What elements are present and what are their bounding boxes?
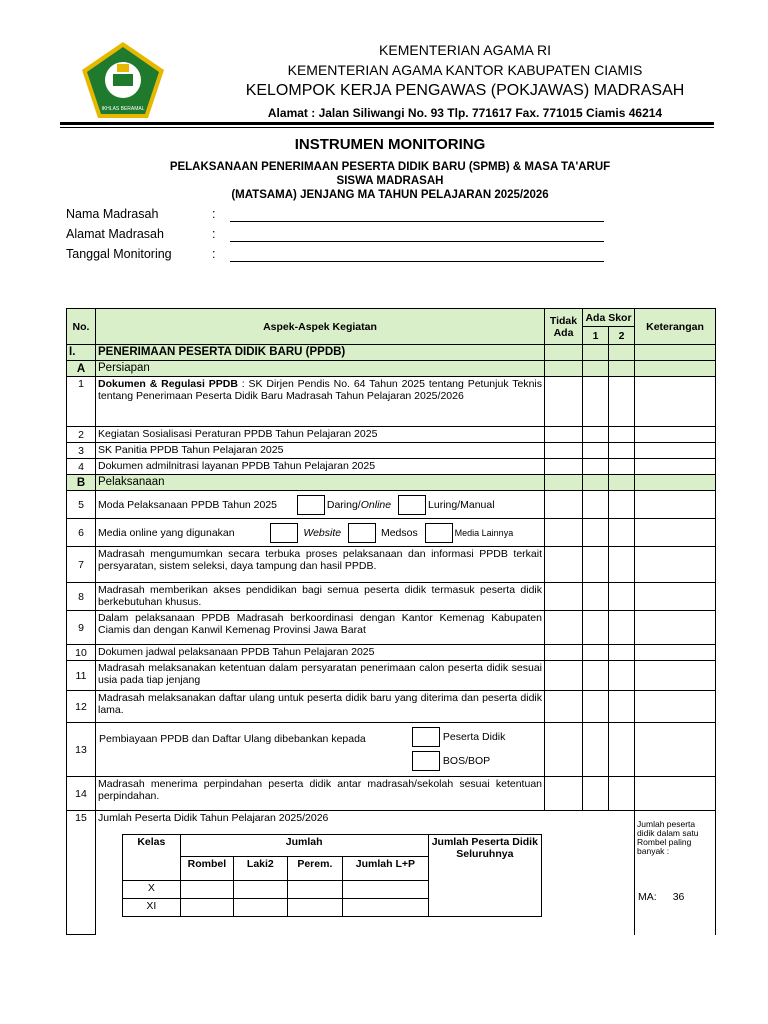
keterangan-cell[interactable] bbox=[635, 645, 716, 661]
row-no: 7 bbox=[67, 547, 96, 583]
bos-bop-checkbox[interactable] bbox=[412, 751, 440, 771]
address: Alamat : Jalan Siliwangi No. 93 Tlp. 771617 Fax. 771015 Ciamis 46214 bbox=[267, 106, 663, 120]
section-row bbox=[67, 475, 716, 491]
header-rule-thin bbox=[60, 127, 714, 128]
skor-2-cell[interactable] bbox=[609, 583, 635, 611]
section-label: Persiapan bbox=[96, 361, 545, 377]
ma-rombel-max bbox=[638, 891, 684, 903]
row-text: Kegiatan Sosialisasi Peraturan PPDB Tahun Pelajaran 2025 bbox=[96, 427, 545, 443]
header-tidak-ada: Tidak Ada bbox=[545, 309, 583, 345]
skor-2-cell[interactable] bbox=[609, 645, 635, 661]
row-no: 6 bbox=[67, 519, 96, 547]
table-row bbox=[67, 611, 716, 645]
office-name: KEMENTERIAN AGAMA KANTOR KABUPATEN CIAMIS bbox=[287, 62, 643, 78]
tidak-ada-cell[interactable] bbox=[545, 691, 583, 723]
keterangan-cell[interactable] bbox=[635, 377, 716, 427]
table-row bbox=[67, 691, 716, 723]
table-row bbox=[67, 443, 716, 459]
keterangan-cell[interactable] bbox=[635, 661, 716, 691]
monitoring-table bbox=[66, 308, 716, 935]
row-text: Madrasah melaksanakan ketentuan dalam persyaratan penerimaan calon peserta didik sesuai usia pada tiap jenjang bbox=[96, 661, 545, 691]
tidak-ada-cell[interactable] bbox=[545, 661, 583, 691]
row-text-rest: : SK Dirjen Pendis No. 64 Tahun 2025 tentang Petunjuk Teknis tentang Penerimaan Peserta Didik Baru Madrasah Tahun Pelajaran 2025/2026 bbox=[98, 378, 542, 402]
subtitle-line-1: PELAKSANAAN PENERIMAAN PESERTA DIDIK BARU (SPMB) & MASA TA'ARUF SISWA MADRASAH bbox=[169, 161, 611, 187]
skor-2-cell[interactable] bbox=[609, 519, 635, 547]
row-text: Madrasah melaksanakan daftar ulang untuk peserta didik baru yang diterima dan peserta didik lama. bbox=[96, 691, 545, 723]
kelas-xi: XI bbox=[123, 899, 181, 917]
table-row bbox=[67, 661, 716, 691]
row-text bbox=[96, 723, 545, 777]
tidak-ada-cell[interactable] bbox=[545, 491, 583, 519]
header-ada-skor: Ada Skor bbox=[583, 309, 635, 327]
tidak-ada-cell[interactable] bbox=[545, 443, 583, 459]
document-title: INSTRUMEN MONITORING bbox=[294, 136, 486, 153]
row-text: Madrasah mengumumkan secara terbuka proses pelaksanaan dan informasi PPDB terkait persyaratan, sistem seleksi, daya tampung dan hasil PPDB. bbox=[96, 547, 545, 583]
ma-value: 36 bbox=[672, 891, 685, 903]
perem-cell[interactable] bbox=[287, 881, 343, 899]
row-text bbox=[96, 519, 545, 547]
row-text bbox=[96, 377, 545, 427]
keterangan-cell[interactable] bbox=[635, 777, 716, 811]
skor-2-cell[interactable] bbox=[609, 777, 635, 811]
keterangan-cell[interactable] bbox=[635, 443, 716, 459]
section-label: PENERIMAAN PESERTA DIDIK BARU (PPDB) bbox=[96, 345, 545, 361]
row-no: 3 bbox=[67, 443, 96, 459]
header-aspek: Aspek-Aspek Kegiatan bbox=[96, 309, 545, 345]
row-no: 12 bbox=[67, 691, 96, 723]
row-no: 4 bbox=[67, 459, 96, 475]
media-lainnya-label: Media Lainnya bbox=[454, 527, 514, 538]
skor-1-cell[interactable] bbox=[583, 377, 609, 427]
keterangan-cell[interactable] bbox=[635, 611, 716, 645]
medsos-checkbox[interactable] bbox=[348, 523, 376, 543]
row-bold-text: Dokumen & Regulasi PPDB bbox=[98, 378, 238, 390]
rombel-note: Jumlah peserta didik dalam satu Rombel paling banyak : bbox=[637, 819, 699, 856]
skor-2-cell[interactable] bbox=[609, 661, 635, 691]
header-skor-1: 1 bbox=[583, 327, 609, 345]
section-no: B bbox=[67, 475, 96, 491]
skor-2-cell[interactable] bbox=[609, 611, 635, 645]
skor-1-cell[interactable] bbox=[583, 519, 609, 547]
row-label: Media online yang digunakan bbox=[98, 526, 235, 539]
header-no: No. bbox=[67, 309, 96, 345]
skor-1-cell[interactable] bbox=[583, 459, 609, 475]
row-no: 11 bbox=[67, 661, 96, 691]
skor-2-cell[interactable] bbox=[609, 547, 635, 583]
skor-1-cell[interactable] bbox=[583, 777, 609, 811]
tidak-ada-cell[interactable] bbox=[545, 777, 583, 811]
skor-1-cell[interactable] bbox=[583, 583, 609, 611]
pokjawas-name: KELOMPOK KERJA PENGAWAS (POKJAWAS) MADRASAH bbox=[245, 82, 685, 99]
row-label: Pembiayaan PPDB dan Daftar Ulang dibebankan kepada bbox=[99, 733, 366, 745]
row-label: Jumlah Peserta Didik Tahun Pelajaran 2025/2026 bbox=[98, 812, 329, 824]
table-row bbox=[67, 583, 716, 611]
laki-cell[interactable] bbox=[234, 881, 287, 899]
table-row bbox=[67, 723, 716, 777]
header-skor-2: 2 bbox=[609, 327, 635, 345]
table-row bbox=[67, 427, 716, 443]
website-label: Website bbox=[303, 526, 342, 539]
tidak-ada-cell[interactable] bbox=[545, 645, 583, 661]
info-colon: : bbox=[212, 227, 216, 241]
perem-cell[interactable] bbox=[287, 899, 343, 917]
row-no: 10 bbox=[67, 645, 96, 661]
table-row bbox=[67, 777, 716, 811]
jumlah-lp-cell[interactable] bbox=[343, 899, 429, 917]
section-row bbox=[67, 345, 716, 361]
tidak-ada-cell[interactable] bbox=[545, 377, 583, 427]
table-row bbox=[67, 811, 716, 935]
tidak-ada-cell[interactable] bbox=[545, 519, 583, 547]
row-no: 9 bbox=[67, 611, 96, 645]
info-label: Tanggal Monitoring bbox=[66, 247, 172, 261]
skor-1-cell[interactable] bbox=[583, 723, 609, 777]
tidak-ada-cell[interactable] bbox=[545, 547, 583, 583]
luring-checkbox[interactable] bbox=[398, 495, 426, 515]
nama-madrasah-field[interactable] bbox=[230, 221, 604, 222]
website-checkbox[interactable] bbox=[270, 523, 298, 543]
keterangan-cell[interactable] bbox=[635, 519, 716, 547]
skor-2-cell[interactable] bbox=[609, 459, 635, 475]
kelas-x: X bbox=[123, 881, 181, 899]
table-row bbox=[67, 519, 716, 547]
table-row bbox=[67, 645, 716, 661]
skor-1-cell[interactable] bbox=[583, 427, 609, 443]
keterangan-cell[interactable] bbox=[635, 547, 716, 583]
total-cell[interactable] bbox=[428, 899, 541, 917]
header-keterangan: Keterangan bbox=[635, 309, 716, 345]
skor-1-cell[interactable] bbox=[583, 547, 609, 583]
rombel-header: Rombel bbox=[180, 857, 233, 881]
skor-1-cell[interactable] bbox=[583, 611, 609, 645]
table-row bbox=[67, 459, 716, 475]
skor-1-cell[interactable] bbox=[583, 491, 609, 519]
ma-label: MA: bbox=[638, 891, 657, 903]
row-no: 14 bbox=[67, 777, 96, 811]
skor-2-cell[interactable] bbox=[609, 723, 635, 777]
info-label: Alamat Madrasah bbox=[66, 227, 164, 241]
keterangan-cell[interactable] bbox=[635, 723, 716, 777]
tanggal-monitoring-field[interactable] bbox=[230, 261, 604, 262]
row-text: Dokumen admilnitrasi layanan PPDB Tahun Pelajaran 2025 bbox=[96, 459, 545, 475]
svg-text:IKHLAS BERAMAL: IKHLAS BERAMAL bbox=[101, 106, 145, 112]
header-rule-thick bbox=[60, 122, 714, 125]
row-text: Dokumen jadwal pelaksanaan PPDB Tahun Pelajaran 2025 bbox=[96, 645, 545, 661]
row-text bbox=[96, 491, 545, 519]
peserta-didik-label: Peserta Didik bbox=[442, 730, 506, 743]
row-text: SK Panitia PPDB Tahun Pelajaran 2025 bbox=[96, 443, 545, 459]
alamat-madrasah-field[interactable] bbox=[230, 241, 604, 242]
row-no: 1 bbox=[67, 377, 96, 427]
skor-2-cell[interactable] bbox=[609, 377, 635, 427]
keterangan-cell[interactable] bbox=[635, 691, 716, 723]
peserta-didik-checkbox[interactable] bbox=[412, 727, 440, 747]
row-no: 8 bbox=[67, 583, 96, 611]
total-header: Jumlah Peserta Didik Seluruhnya bbox=[428, 835, 541, 881]
skor-2-cell[interactable] bbox=[609, 691, 635, 723]
laki-cell[interactable] bbox=[234, 899, 287, 917]
info-label: Nama Madrasah bbox=[66, 207, 159, 221]
info-colon: : bbox=[212, 207, 216, 221]
jumlah-peserta-table bbox=[122, 834, 542, 917]
table-row bbox=[67, 491, 716, 519]
keterangan-cell bbox=[635, 811, 716, 935]
medsos-label: Medsos bbox=[380, 526, 418, 539]
table-row bbox=[67, 547, 716, 583]
tidak-ada-cell[interactable] bbox=[545, 427, 583, 443]
luring-label: Luring/Manual bbox=[428, 498, 495, 511]
jumlah-lp-header: Jumlah L+P bbox=[343, 857, 429, 881]
section-no: A bbox=[67, 361, 96, 377]
perem-header: Perem. bbox=[287, 857, 343, 881]
document-subtitle bbox=[150, 160, 630, 202]
total-cell[interactable] bbox=[428, 881, 541, 899]
row-text bbox=[96, 811, 635, 935]
skor-1-cell[interactable] bbox=[583, 443, 609, 459]
skor-2-cell[interactable] bbox=[609, 443, 635, 459]
jumlah-header: Jumlah bbox=[180, 835, 428, 857]
section-no: I. bbox=[67, 345, 96, 361]
keterangan-cell[interactable] bbox=[635, 427, 716, 443]
table-row bbox=[67, 377, 716, 427]
laki-header: Laki2 bbox=[234, 857, 287, 881]
daring-label: Daring/ bbox=[326, 498, 361, 511]
online-label: Online bbox=[360, 498, 392, 511]
section-label: Pelaksanaan bbox=[96, 475, 545, 491]
subtitle-line-2: (MATSAMA) JENJANG MA TAHUN PELAJARAN 2025/2026 bbox=[231, 189, 549, 201]
peserta-didik-option bbox=[412, 727, 505, 747]
info-colon: : bbox=[212, 247, 216, 261]
skor-1-cell[interactable] bbox=[583, 645, 609, 661]
tidak-ada-cell[interactable] bbox=[545, 723, 583, 777]
row-text: Dalam pelaksanaan PPDB Madrasah berkoordinasi dengan Kantor Kemenag Kabupaten Ciamis dan dengan Kanwil Kemenag Provinsi Jawa Barat bbox=[96, 611, 545, 645]
daring-checkbox[interactable] bbox=[297, 495, 325, 515]
skor-2-cell[interactable] bbox=[609, 491, 635, 519]
kemenag-logo-icon bbox=[80, 40, 166, 120]
keterangan-cell[interactable] bbox=[635, 459, 716, 475]
skor-1-cell[interactable] bbox=[583, 691, 609, 723]
section-row bbox=[67, 361, 716, 377]
row-text: Madrasah menerima perpindahan peserta didik antar madrasah/sekolah sesuai ketentuan perpindahan. bbox=[96, 777, 545, 811]
media-lainnya-checkbox[interactable] bbox=[425, 523, 453, 543]
tidak-ada-cell[interactable] bbox=[545, 611, 583, 645]
keterangan-cell[interactable] bbox=[635, 583, 716, 611]
row-no: 2 bbox=[67, 427, 96, 443]
letterhead bbox=[0, 0, 768, 130]
row-no: 13 bbox=[67, 723, 96, 777]
bos-bop-option bbox=[412, 751, 490, 771]
rombel-cell[interactable] bbox=[180, 881, 233, 899]
jumlah-lp-cell[interactable] bbox=[343, 881, 429, 899]
row-no: 15 bbox=[67, 811, 96, 935]
row-label: Moda Pelaksanaan PPDB Tahun 2025 bbox=[98, 498, 278, 511]
ministry-name: KEMENTERIAN AGAMA RI bbox=[379, 42, 551, 58]
rombel-cell[interactable] bbox=[180, 899, 233, 917]
row-text: Madrasah memberikan akses pendidikan bagi semua peserta didik termasuk peserta didik berkebutuhan khusus. bbox=[96, 583, 545, 611]
keterangan-cell[interactable] bbox=[635, 491, 716, 519]
skor-2-cell[interactable] bbox=[609, 427, 635, 443]
bos-bop-label: BOS/BOP bbox=[442, 754, 491, 767]
tidak-ada-cell[interactable] bbox=[545, 459, 583, 475]
row-no: 5 bbox=[67, 491, 96, 519]
kelas-header: Kelas bbox=[123, 835, 181, 881]
tidak-ada-cell[interactable] bbox=[545, 583, 583, 611]
skor-1-cell[interactable] bbox=[583, 661, 609, 691]
